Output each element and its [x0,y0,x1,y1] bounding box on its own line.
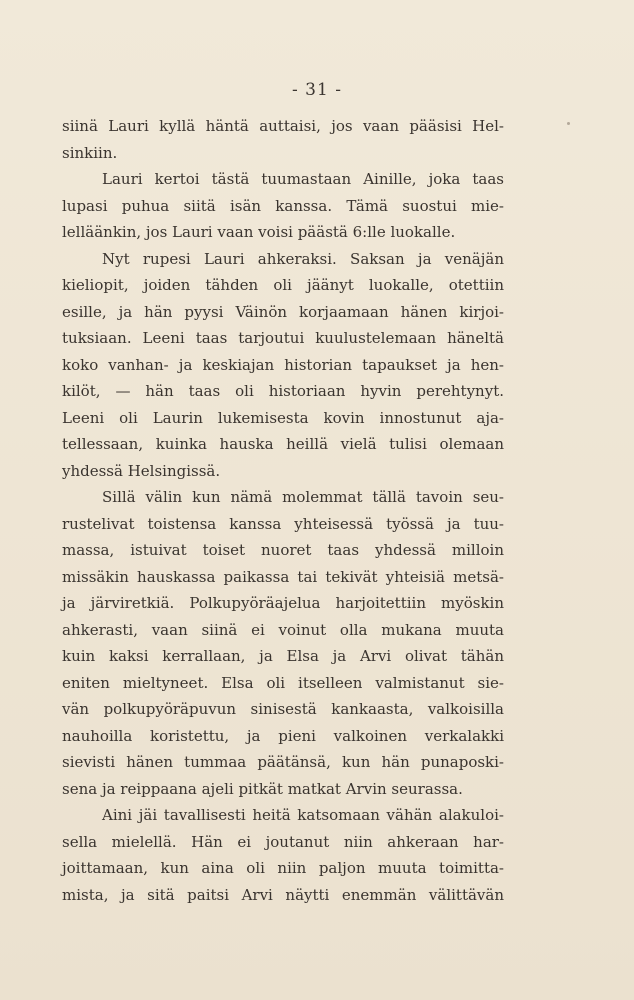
text-line: Sillä välin kun nämä molemmat tällä tavoin seu- [102,488,504,506]
text-line: kilöt, — hän taas oli historiaan hyvin perehtynyt. [62,382,504,400]
page-number: - 31 - [292,80,342,100]
text-line: tuksiaan. Leeni taas tarjoutui kuulustelemaan häneltä [62,329,504,347]
text-line: kieliopit, joiden tähden oli jäänyt luokalle, otettiin [62,276,504,294]
text-line: tellessaan, kuinka hauska heillä vielä tulisi olemaan [62,435,504,453]
text-line: ahkerasti, vaan siinä ei voinut olla mukana muuta [62,620,504,639]
text-line: eniten mieltyneet. Elsa oli itselleen valmistanut sie- [62,673,504,692]
text-line: massa, istuivat toiset nuoret taas yhdessä milloin [62,541,504,559]
text-line: nauhoilla koristettu, ja pieni valkoinen verkalakki [62,726,504,745]
text-line: Lauri kertoi tästä tuumastaan Ainille, joka taas [102,170,504,188]
text-line: esille, ja hän pyysi Väinön korjaamaan hänen kirjoi- [62,302,504,321]
paper-speck [567,122,570,125]
text-line: joittamaan, kun aina oli niin paljon muuta toimitta- [62,859,504,877]
text-line: yhdessä Helsingissä. [62,461,221,480]
text-line: sena ja reippaana ajeli pitkät matkat Arvin seurassa. [62,779,463,798]
text-line: kuin kaksi kerrallaan, ja Elsa ja Arvi olivat tähän [62,647,504,665]
text-line: Nyt rupesi Lauri ahkeraksi. Saksan ja venäjän [102,249,504,268]
text-line: mista, ja sitä paitsi Arvi näytti enemmän välittävän [62,885,504,904]
text-line: Aini jäi tavallisesti heitä katsomaan vähän alakuloi- [102,806,504,824]
text-line: lupasi puhua siitä isän kanssa. Tämä suostui mie- [62,196,504,215]
text-line: sella mielellä. Hän ei joutanut niin ahkeraan har- [62,832,504,851]
body-text [62,113,504,908]
text-line: missäkin hauskassa paikassa tai tekivät yhteisiä metsä- [62,567,504,586]
text-line: siinä Lauri kyllä häntä auttaisi, jos vaan pääsisi Hel- [62,117,504,135]
text-line: vän polkupyöräpuvun sinisestä kankaasta, valkoisilla [62,700,504,718]
text-line: ja järviretkiä. Polkupyöräajelua harjoitettiin myöskin [62,594,504,612]
text-line: Leeni oli Laurin lukemisesta kovin innostunut aja- [62,408,504,427]
text-line: koko vanhan- ja keskiajan historian tapaukset ja hen- [62,355,504,374]
text-line: lelläänkin, jos Lauri vaan voisi päästä 6:lle luokalle. [62,223,456,241]
text-line: sievisti hänen tummaa päätänsä, kun hän punaposki- [62,753,504,771]
text-line: rustelivat toistensa kanssa yhteisessä työssä ja tuu- [62,514,504,533]
text-line: sinkiin. [62,143,118,162]
